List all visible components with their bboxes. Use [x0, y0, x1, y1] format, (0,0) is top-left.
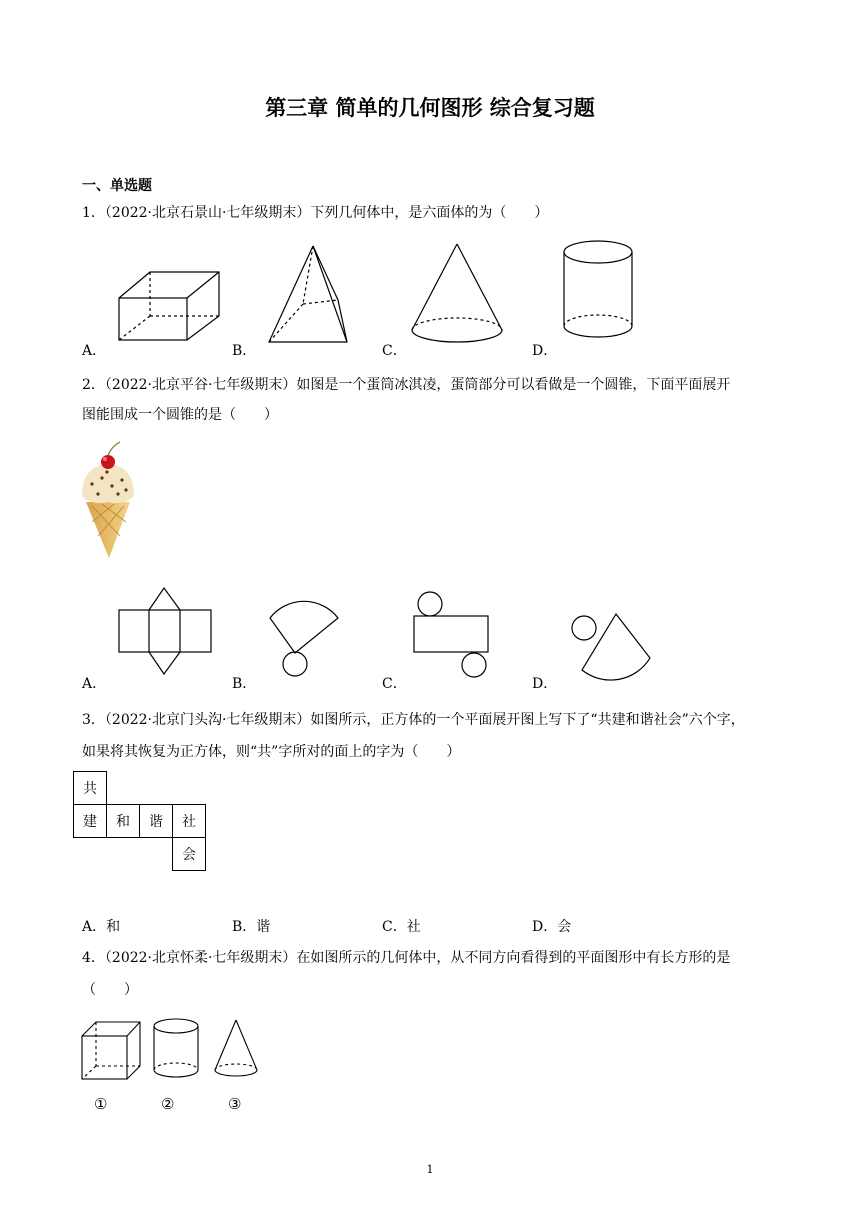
q3-option-a: A．和	[82, 919, 121, 935]
small-cylinder-figure	[152, 1018, 202, 1080]
question-4-line2: （ ）	[82, 982, 138, 998]
question-1-text: 1．（2022·北京石景山·七年级期末）下列几何体中，是六面体的为（ ）	[82, 205, 549, 221]
q1-option-a: A．	[82, 343, 107, 359]
cuboid-figure	[115, 250, 225, 345]
q1-option-c: C．	[382, 343, 407, 359]
pyramid-figure	[265, 240, 355, 345]
question-4-line1: 4．（2022·北京怀柔·七年级期末）在如图所示的几何体中，从不同方向看得到的平面图形中有长方形的是	[82, 950, 731, 966]
question-2-line1: 2．（2022·北京平谷·七年级期末）如图是一个蛋筒冰淇凌，蛋筒部分可以看做是一个圆锥，下面平面展开	[82, 377, 731, 393]
q2-option-b: B．	[232, 676, 257, 692]
page-title: 第三章 简单的几何图形 综合复习题	[265, 96, 595, 120]
q3-option-b: B．谐	[232, 919, 271, 935]
q1-option-b: B．	[232, 343, 257, 359]
q2-option-a: A．	[82, 676, 107, 692]
q2-option-c: C．	[382, 676, 407, 692]
small-cone-figure	[212, 1018, 262, 1080]
q2-option-d: D．	[532, 676, 558, 692]
net-cell-1: 建	[74, 805, 107, 838]
cylinder-figure	[560, 238, 640, 348]
net-cell-4: 社	[173, 805, 206, 838]
cube-net	[73, 771, 206, 871]
q3-option-c: C．社	[382, 919, 421, 935]
net-option-c-figure	[412, 590, 492, 682]
net-option-d-figure	[568, 612, 652, 684]
net-cell-3: 谐	[140, 805, 173, 838]
page-number: 1	[426, 1163, 434, 1176]
question-2-line2: 图能围成一个圆锥的是（ ）	[82, 407, 278, 423]
question-3-line1: 3．（2022·北京门头沟·七年级期末）如图所示，正方体的一个平面展开图上写下了“共建和谐社会”六个字，	[82, 712, 745, 728]
figure-label-3: ③	[228, 1095, 242, 1113]
net-option-b-figure	[266, 598, 346, 682]
ice-cream-cone-image	[80, 436, 136, 560]
net-cell-2: 和	[107, 805, 140, 838]
q1-option-d: D．	[532, 343, 558, 359]
question-3-line2: 如果将其恢复为正方体，则“共”字所对的面上的字为（ ）	[82, 744, 461, 760]
figure-label-2: ②	[161, 1095, 175, 1113]
figure-label-1: ①	[94, 1095, 108, 1113]
net-cell-bottom: 会	[173, 838, 206, 871]
cone-figure	[410, 240, 505, 348]
section-heading: 一、单选题	[82, 178, 152, 194]
net-cell-top: 共	[74, 772, 107, 805]
q3-option-d: D．会	[532, 919, 572, 935]
cube-figure	[80, 1020, 144, 1082]
net-option-a-figure	[118, 586, 213, 678]
